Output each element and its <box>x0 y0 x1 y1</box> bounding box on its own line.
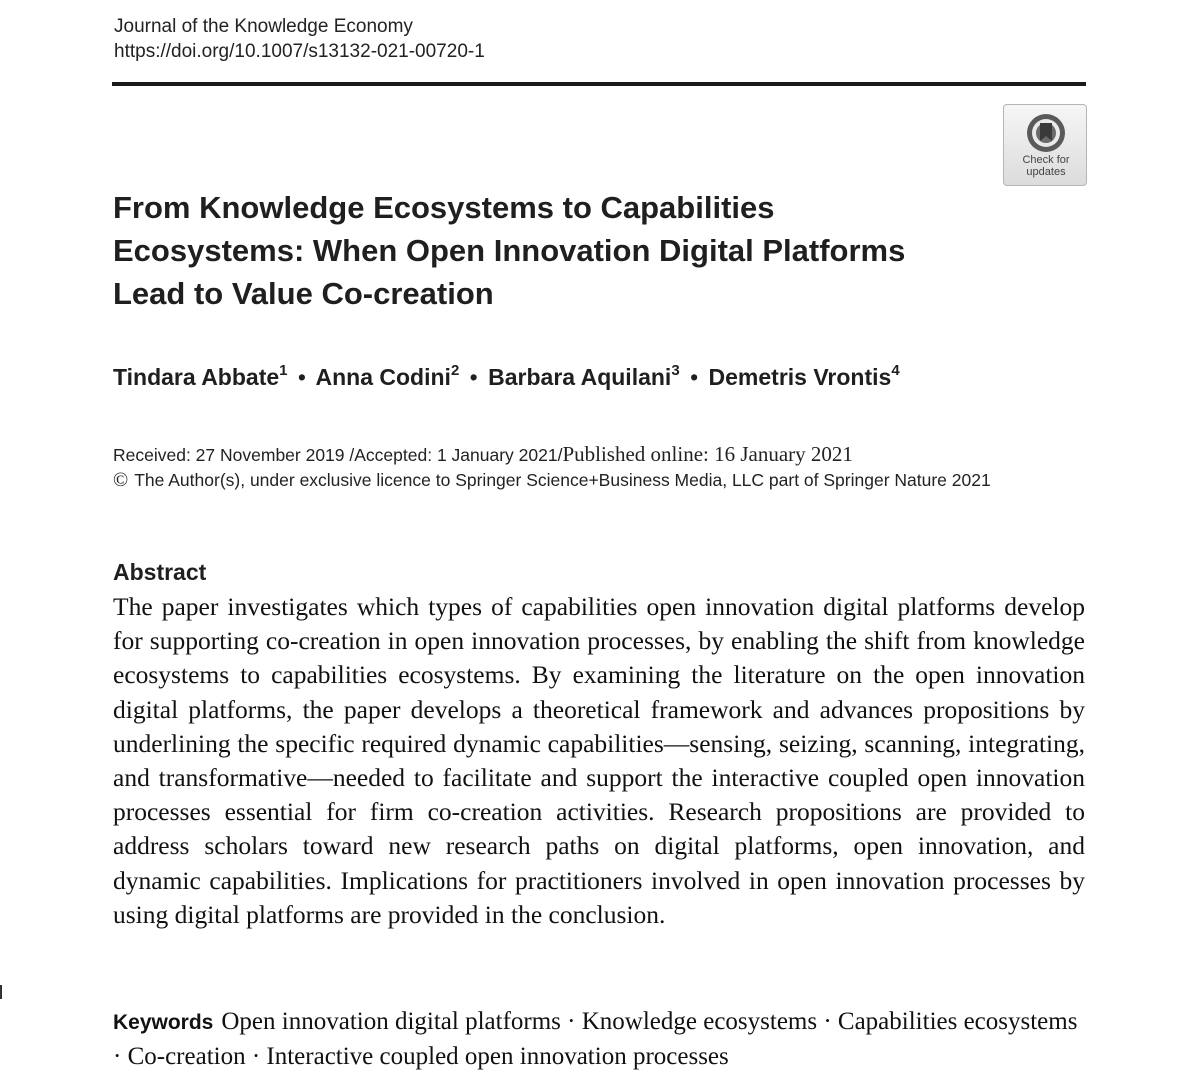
keywords-label: Keywords <box>113 1011 214 1034</box>
author-list <box>113 361 900 393</box>
author[interactable]: Barbara Aquilani$^3$ <box>488 362 680 390</box>
affiliation-marker: 4 <box>891 362 900 379</box>
affiliation-marker: 2 <box>450 362 460 379</box>
keywords-section <box>113 1005 1085 1074</box>
received-accepted-dates: Received: 27 November 2019 /Accepted: 1 January 2021/ <box>113 445 563 465</box>
paper-title <box>113 186 953 315</box>
copyright-text: The Author(s), under exclusive licence to Springer Science+Business Media, LLC part of Springer Nature 2021 <box>134 470 991 490</box>
published-online-date: Published online: 16 January 2021 <box>562 442 853 466</box>
crossmark-icon <box>1024 111 1068 155</box>
affiliation-marker: 1 <box>279 362 288 379</box>
author-separator: • <box>690 364 699 390</box>
abstract-heading: Abstract <box>113 559 207 585</box>
copyright-icon: © <box>113 469 129 491</box>
journal-header <box>114 14 485 64</box>
check-for-updates-badge[interactable] <box>1003 104 1087 186</box>
title-line-1: From Knowledge Ecosystems to Capabilities <box>113 190 775 225</box>
author[interactable]: Tindara Abbate$^1$ <box>113 362 288 390</box>
publication-dates <box>113 441 853 468</box>
copyright-notice <box>113 467 991 493</box>
edge-mark <box>0 985 2 999</box>
author[interactable]: Demetris Vrontis$^4$ <box>708 362 900 390</box>
doi-link[interactable]: https://doi.org/10.1007/s13132-021-00720-1 <box>114 41 485 62</box>
author-separator: • <box>469 364 478 390</box>
title-line-3: Lead to Value Co-creation <box>113 276 494 311</box>
author-separator: • <box>297 364 306 390</box>
affiliation-marker: 3 <box>671 362 680 379</box>
badge-label: Check for updates <box>1022 154 1070 178</box>
author[interactable]: Anna Codini$^2$ <box>315 362 460 390</box>
journal-name: Journal of the Knowledge Economy <box>114 16 413 37</box>
abstract-body: The paper investigates which types of capabilities open innovation digital platforms develop for supporting co-creation in open innovation processes, by enabling the shift from knowledge ecosystems to capabilities ecosystems. By examining the literature on the open innovation digital platforms, the paper develops a theoretical framework and advances propositions by underlining the specific required dynamic capabilities—sensing, seizing, scanning, integrating, and transformative—needed to facilitate and support the interactive coupled open innovation processes essential for firm co-creation activities. Research propositions are provided to address scholars toward new research paths on digital platforms, open innovation, and dynamic capabilities. Implications for practitioners involved in open innovation processes by using digital platforms are provided in the conclusion. <box>113 592 1085 929</box>
title-line-2: Ecosystems: When Open Innovation Digital Platforms <box>113 233 906 268</box>
keywords-text: Open innovation digital platforms · Knowledge ecosystems · Capabilities ecosystems · Co-creation · Interactive coupled open innovation processes <box>113 1008 1078 1070</box>
header-divider <box>112 82 1086 86</box>
